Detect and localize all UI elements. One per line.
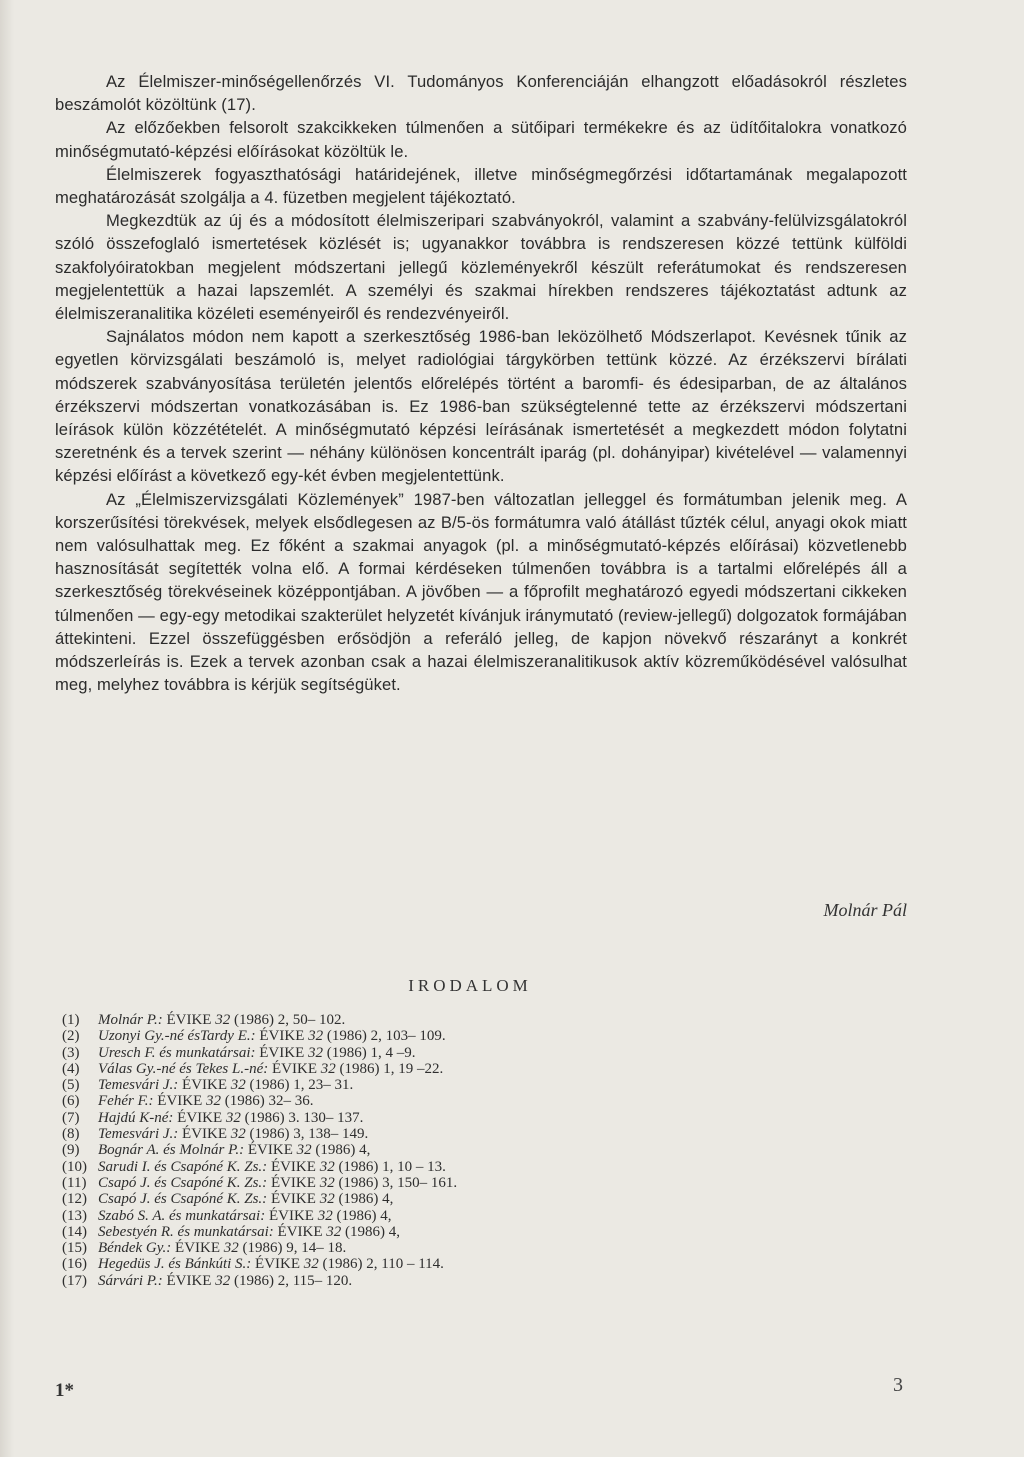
reference-number: (12) [62,1191,87,1208]
reference-author: Bognár A. és Molnár P.: [98,1142,245,1159]
reference-author: Sebestyén R. és munkatársai: [98,1223,274,1240]
reference-number: (11) [62,1174,87,1191]
signature-mark: 1* [55,1380,74,1401]
reference-details: (1986) 2, 115– 120. [233,1272,353,1289]
reference-journal: ÉVIKE [247,1142,293,1159]
reference-item [62,1110,762,1126]
reference-item [62,1159,762,1175]
reference-journal: ÉVIKE [270,1158,316,1175]
paragraph: Az Élelmiszer-minőségellenőrzés VI. Tudományos Konferenciáján elhangzott előadásokról részletes beszámolót közöltünk (17). [55,72,907,115]
reference-volume: 32 [326,1223,342,1240]
reference-details: (1986) 1, 4 –9. [326,1044,416,1061]
reference-details: (1986) 2, 50– 102. [233,1012,346,1028]
reference-author: Uzonyi Gy.-né ésTardy E.: [98,1028,256,1045]
reference-number: (6) [62,1093,80,1110]
reference-journal: ÉVIKE [268,1207,314,1224]
reference-journal: ÉVIKE [259,1044,305,1061]
reference-item [62,1126,762,1142]
reference-details: (1986) 4, [345,1223,401,1240]
reference-volume: 32 [296,1142,312,1159]
reference-author: Csapó J. és Csapóné K. Zs.: [98,1191,268,1208]
reference-details: (1986) 3. 130– 137. [244,1109,364,1126]
reference-journal: ÉVIKE [175,1240,221,1257]
reference-item [62,1045,762,1061]
reference-details: (1986) 1, 10 – 13. [338,1158,446,1175]
reference-number: (15) [62,1240,87,1257]
reference-volume: 32 [320,1060,336,1077]
paragraph: Az előzőekben felsorolt szakcikkeken túlmenően a sütőipari termékekre és az üdítőitalokra vonatkozó minőségmutató-képzési előírásokat közöltük le. [55,118,907,161]
reference-number: (5) [62,1077,80,1094]
reference-volume: 32 [215,1012,231,1028]
reference-journal: ÉVIKE [255,1256,301,1273]
reference-author: Hegedüs J. és Bánkúti S.: [98,1256,252,1273]
reference-journal: ÉVIKE [270,1191,316,1208]
reference-journal: ÉVIKE [166,1012,212,1028]
reference-details: (1986) 3, 150– 161. [338,1174,458,1191]
reference-volume: 32 [230,1126,246,1143]
reference-details: (1986) 4, [336,1207,392,1224]
paragraph: Sajnálatos módon nem kapott a szerkesztőség 1986-ban leközölhető Módszerlapot. Kevésnek tűnik az egyetlen körvizsgálati beszámoló is, melyet radiológiai tárgykörben tettünk közzé. Az érzékszervi bírálati módszerek szabványosítása területén jelentős előrelépés történt a baromfi- és édesiparban, de az általános érzékszervi módszertan vonatkozásában is. Ez 1986-ban szükségtelenné tette az érzékszervi módszertani leírások külön közzétételét. A minőségmutató képzési leírásának ismertetését a megkezdett módon folytatni szeretnénk és a tervek szerint — néhány különösen koncentrált iparág (pl. dohányipar) kivételével — valamennyi képzési előírást a következő egy-két évben megjelentettünk. [55,327,907,486]
reference-item [62,1256,762,1272]
reference-author: Béndek Gy.: [98,1240,172,1257]
reference-item [62,1273,762,1289]
reference-volume: 32 [225,1109,241,1126]
reference-details: (1986) 3, 138– 149. [249,1126,369,1143]
reference-author: Temesvári J.: [98,1077,179,1094]
reference-item [62,1142,762,1158]
reference-number: (10) [62,1158,87,1175]
reference-number: (1) [62,1012,80,1028]
reference-number: (14) [62,1223,87,1240]
author-signature: Molnár Pál [823,900,907,920]
reference-journal: ÉVIKE [182,1077,228,1094]
paragraph: Élelmiszerek fogyaszthatósági határidejének, illetve minőségmegőrzési időtartamának megalapozott meghatározását szolgálja a 4. füzetben megjelent tájékoztató. [55,164,907,208]
reference-volume: 32 [215,1272,231,1289]
reference-author: Molnár P.: [98,1012,163,1028]
reference-journal: ÉVIKE [166,1272,212,1289]
reference-item [62,1175,762,1191]
paragraph: Az „Élelmiszervizsgálati Közlemények” 1987-ben változatlan jelleggel és formátumban jelenik meg. A korszerűsítési törekvések, melyek elsődlegesen az B/5-ös formátumra való átállást tűzték célul, anyagi okok miatt nem valósulhattak meg. Ez főként a szakmai anyagok (pl. a minőségmutató-képzés előírásai) közvetlenebb hasznosítását segítették volna elő. A formai kérdéseken túlmenően továbbra is a tartalmi előrelépés áll a szerkesztőség törekvéseinek középpontjában. A jövőben — a főprofilt meghatározó egyedi módszertani cikkeken túlmenően — egy-egy metodikai szakterület helyzetét kívánjuk iránymutató (review-jellegű) dolgozatok formájában áttekinteni. Ezzel összefüggésben erősödjön a referáló jelleg, de kapjon növekvő részarányt a konkrét módszerleírás is. Ezek a tervek azonban csak a hazai élelmiszeranalitikusok aktív közreműködésével valósulhat meg, melyhez továbbra is kérjük segítségüket. [55,489,907,695]
reference-details: (1986) 4, [315,1142,371,1159]
references-heading: IRODALOM [408,976,532,995]
reference-number: (13) [62,1207,87,1224]
reference-author: Sarudi I. és Csapóné K. Zs.: [98,1158,268,1175]
reference-number: (9) [62,1142,80,1159]
reference-journal: ÉVIKE [270,1174,316,1191]
reference-item [62,1240,762,1256]
body-text [55,70,907,696]
reference-journal: ÉVIKE [272,1060,317,1077]
reference-details: (1986) 4, [338,1191,394,1208]
reference-author: Uresch F. és munkatársai: [98,1044,256,1061]
reference-details: (1986) 1, 19 –22. [339,1060,444,1077]
reference-author: Temesvári J.: [98,1126,179,1143]
reference-volume: 32 [303,1256,319,1273]
reference-number: (17) [62,1272,87,1289]
reference-journal: ÉVIKE [157,1093,203,1110]
reference-item [62,1061,762,1077]
reference-author: Válas Gy.-né és Tekes L.-né: [98,1060,269,1077]
reference-volume: 32 [308,1044,323,1061]
reference-number: (2) [62,1028,80,1045]
reference-item [62,1208,762,1224]
reference-volume: 32 [319,1158,335,1175]
reference-number: (7) [62,1109,80,1126]
reference-volume: 32 [223,1240,239,1257]
reference-details: (1986) 2, 110 – 114. [322,1256,444,1273]
reference-author: Sárvári P.: [98,1272,163,1289]
reference-volume: 32 [319,1191,335,1208]
reference-volume: 32 [317,1207,333,1224]
reference-details: (1986) 32– 36. [224,1093,314,1110]
reference-number: (4) [62,1060,80,1077]
reference-number: (3) [62,1044,80,1061]
reference-author: Fehér F.: [98,1093,154,1110]
reference-author: Csapó J. és Csapóné K. Zs.: [98,1174,268,1191]
reference-item [62,1012,762,1028]
reference-volume: 32 [206,1093,222,1110]
reference-item [62,1028,762,1044]
page-number: 3 [893,1374,903,1396]
reference-journal: ÉVIKE [182,1126,228,1143]
reference-details: (1986) 1, 23– 31. [249,1077,354,1094]
reference-author: Szabó S. A. és munkatársai: [98,1207,266,1224]
reference-journal: ÉVIKE [259,1028,305,1045]
reference-item [62,1224,762,1240]
reference-number: (8) [62,1126,80,1143]
reference-volume: 32 [230,1077,246,1094]
reference-journal: ÉVIKE [177,1109,223,1126]
reference-journal: ÉVIKE [277,1223,323,1240]
reference-item [62,1077,762,1093]
reference-details: (1986) 2, 103– 109. [326,1028,446,1045]
paragraph: Megkezdtük az új és a módosított élelmiszeripari szabványokról, valamint a szabvány-felülvizsgálatokról szóló összefoglaló ismertetések közlését is; ugyanakkor továbbra is rendszeresen közzé tettünk külföldi szakfolyóiratokban megjelent módszertani jellegű közleményekről készült referátumokat és rendszeresen megjelentettük a hazai lapszemlét. A személyi és szakmai hírekben rendszeres tájékoztatást adtunk az élelmiszeranalitika közéleti eseményeiről és rendezvényeiről. [55,211,907,324]
references-list [62,1012,762,1289]
reference-volume: 32 [308,1028,324,1045]
reference-item [62,1093,762,1109]
reference-item [62,1191,762,1207]
reference-author: Hajdú K-né: [98,1109,174,1126]
reference-number: (16) [62,1256,87,1273]
scan-edge-shadow [0,0,14,1457]
reference-details: (1986) 9, 14– 18. [242,1240,347,1257]
reference-volume: 32 [319,1174,335,1191]
